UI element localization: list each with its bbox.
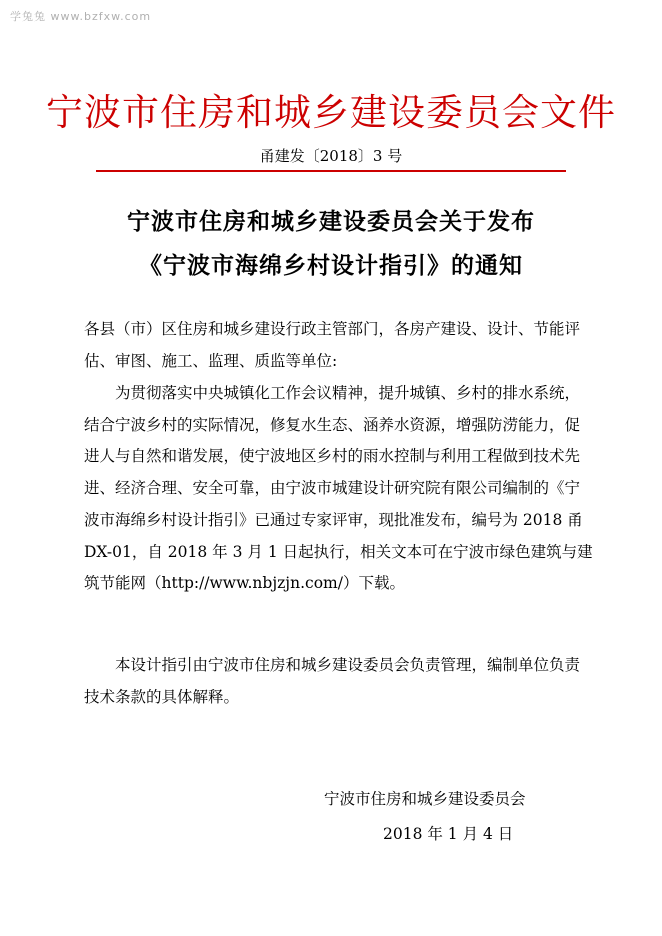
body-paragraph-2: 本设计指引由宁波市住房和城乡建设委员会负责管理，编制单位负责技术条款的具体解释。 xyxy=(84,656,581,706)
signature-date: 2018 年 1 月 4 日 xyxy=(383,825,514,843)
red-divider-line xyxy=(96,170,566,172)
document-number: 甬建发〔2018〕3 号 xyxy=(259,147,403,165)
issuer-header: 宁波市住房和城乡建设委员会文件 xyxy=(46,91,616,134)
watermark-text: 学兔兔 www.bzfxw.com xyxy=(10,10,152,23)
signature-organization: 宁波市住房和城乡建设委员会 xyxy=(324,790,526,808)
notice-title-line1: 宁波市住房和城乡建设委员会关于发布 xyxy=(127,208,535,235)
recipient-paragraph: 各县（市）区住房和城乡建设行政主管部门，各房产建设、设计、节能评估、审图、施工、监理、质监等单位: xyxy=(84,320,581,370)
body-paragraph-1: 为贯彻落实中央城镇化工作会议精神，提升城镇、乡村的排水系统，结合宁波乡村的实际情况，修复水生态、涵养水资源，增强防涝能力，促进人与自然和谐发展，使宁波地区乡村的雨水控制与利用工程做到技术先进、经济合理、安全可靠，由宁波市城建设计研究院有限公司编制的《宁波市海绵乡村设计指引》已通过专家评审，现批准发布，编号为 2018 甬 DX-01，自 2018 年 3 月 1 日起执行，相关文本可在宁波市绿色建筑与建筑节能网（http://www.nbjzjn.com/）下载。 xyxy=(84,384,593,593)
notice-title-line2: 《宁波市海绵乡村设计指引》的通知 xyxy=(139,252,523,279)
